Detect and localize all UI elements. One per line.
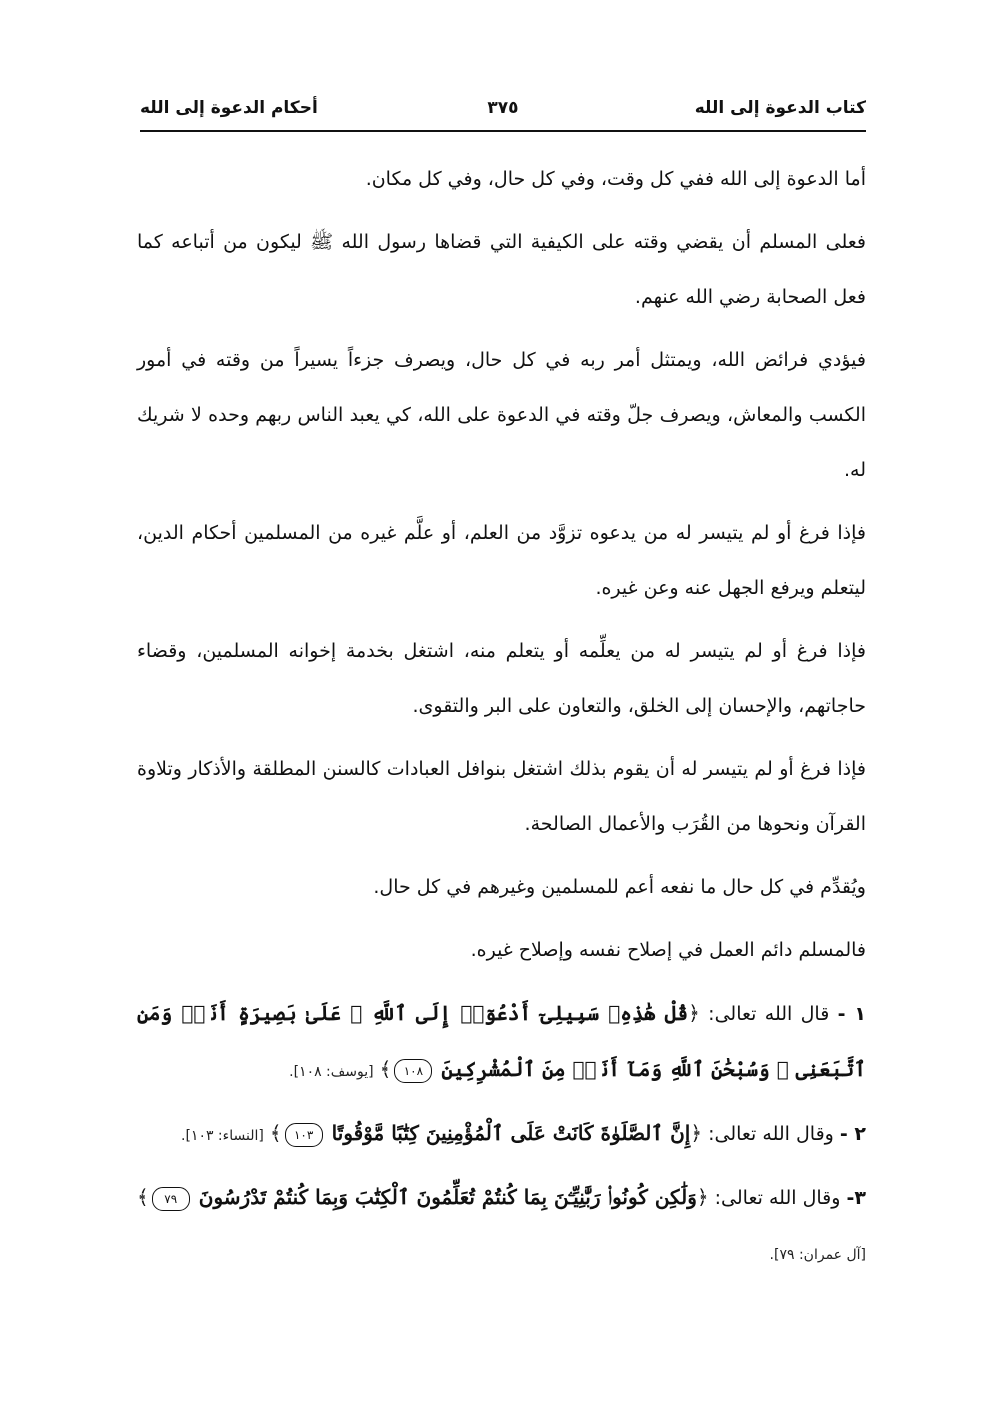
paragraph: فعلى المسلم أن يقضي وقته على الكيفية التي قضاها رسول الله ﷺ ليكون من أتباعه كما فعل الصحابة رضي الله عنهم. [137, 231, 866, 308]
paragraph: فالمسلم دائم العمل في إصلاح نفسه وإصلاح غيره. [470, 939, 866, 961]
quran-verse-text: وَلَٰكِن كُونُوا۟ رَبَّٰنِيِّـۧنَ بِمَا كُنتُمْ تُعَلِّمُونَ ٱلْكِتَٰبَ وَبِمَا كُنتُمْ تَدْرُسُونَ [198, 1185, 697, 1209]
ayah-number-marker: ١٠٨ [394, 1059, 432, 1083]
paragraph: فيؤدي فرائض الله، ويمتثل أمر ربه في كل حال، ويصرف جزءاً يسيراً من وقته في أمور الكسب والمعاش، ويصرف جلّ وقته في الدعوة على الله، كي يعبد الناس ربهم وحده لا شريك له. [137, 349, 866, 481]
paragraph: ويُقدِّم في كل حال ما نفعه أعم للمسلمين وغيرهم في كل حال. [373, 876, 866, 898]
verse-item [137, 986, 866, 1100]
paragraph: فإذا فرغ أو لم يتيسر له من يعلِّمه أو يتعلم منه، اشتغل بخدمة إخوانه المسلمين، وقضاء حاجاتهم، والإحسان إلى الخلق، والتعاون على البر والتقوى. [137, 640, 866, 717]
page-body [137, 152, 866, 1289]
page-number: ٣٧٥ [487, 98, 519, 118]
verse-close-brace: ﴾ [379, 1057, 392, 1081]
paragraph: فإذا فرغ أو لم يتيسر له أن يقوم بذلك اشتغل بنوافل العبادات كالسنن المطلقة والأذكار وتلاوة القرآن ونحوها من القُرَب والأعمال الصالحة. [137, 758, 866, 835]
book-title: كتاب الدعوة إلى الله [694, 98, 866, 118]
verse-reference: [آل عمران: ٧٩]. [769, 1247, 866, 1263]
verse-open-brace: ﴿ [696, 1185, 709, 1209]
paragraph: أما الدعوة إلى الله ففي كل وقت، وفي كل حال، وفي كل مكان. [365, 168, 866, 190]
verse-item-number: ٣- [846, 1187, 866, 1209]
verse-intro: وقال الله تعالى: [708, 1123, 834, 1145]
verse-item-number: ١ - [837, 1003, 867, 1025]
ayah-number-marker: ٧٩ [152, 1187, 190, 1211]
quran-verse-text: قُلْ هَٰذِهِۦ سَبِيلِىٓ أَدْعُوٓا۟ إِلَى ٱللَّهِ ۚ عَلَىٰ بَصِيرَةٍ أَنَا۠ وَمَنِ ٱتَّبَعَنِى ۖ وَسُبْحَٰنَ ٱللَّهِ وَمَآ أَنَا۠ مِنَ ٱلْمُشْرِكِينَ [137, 1001, 866, 1081]
verse-intro: قال الله تعالى: [708, 1003, 830, 1025]
quran-verse-text: إِنَّ ٱلصَّلَوٰةَ كَانَتْ عَلَى ٱلْمُؤْمِنِينَ كِتَٰبًا مَّوْقُوتًا [331, 1121, 691, 1145]
chapter-title: أحكام الدعوة إلى الله [140, 98, 318, 118]
paragraph: فإذا فرغ أو لم يتيسر له من يدعوه تزوَّد من العلم، أو علَّم غيره من المسلمين أحكام الدين، ليتعلم ويرفع الجهل عنه وعن غيره. [137, 522, 866, 599]
verse-item [137, 1170, 866, 1283]
verse-intro: وقال الله تعالى: [714, 1187, 841, 1209]
verse-open-brace: ﴿ [690, 1121, 703, 1145]
verse-close-brace: ﴾ [137, 1185, 149, 1209]
verse-item-number: ٢ - [839, 1123, 866, 1145]
ayah-number-marker: ١٠٣ [285, 1123, 323, 1147]
verse-reference: [النساء: ١٠٣]. [181, 1128, 264, 1144]
verse-reference: [يوسف: ١٠٨]. [289, 1064, 374, 1080]
verse-item [137, 1106, 866, 1164]
verse-close-brace: ﴾ [269, 1121, 282, 1145]
running-header [140, 96, 866, 132]
verse-open-brace: ﴿ [688, 1001, 700, 1025]
